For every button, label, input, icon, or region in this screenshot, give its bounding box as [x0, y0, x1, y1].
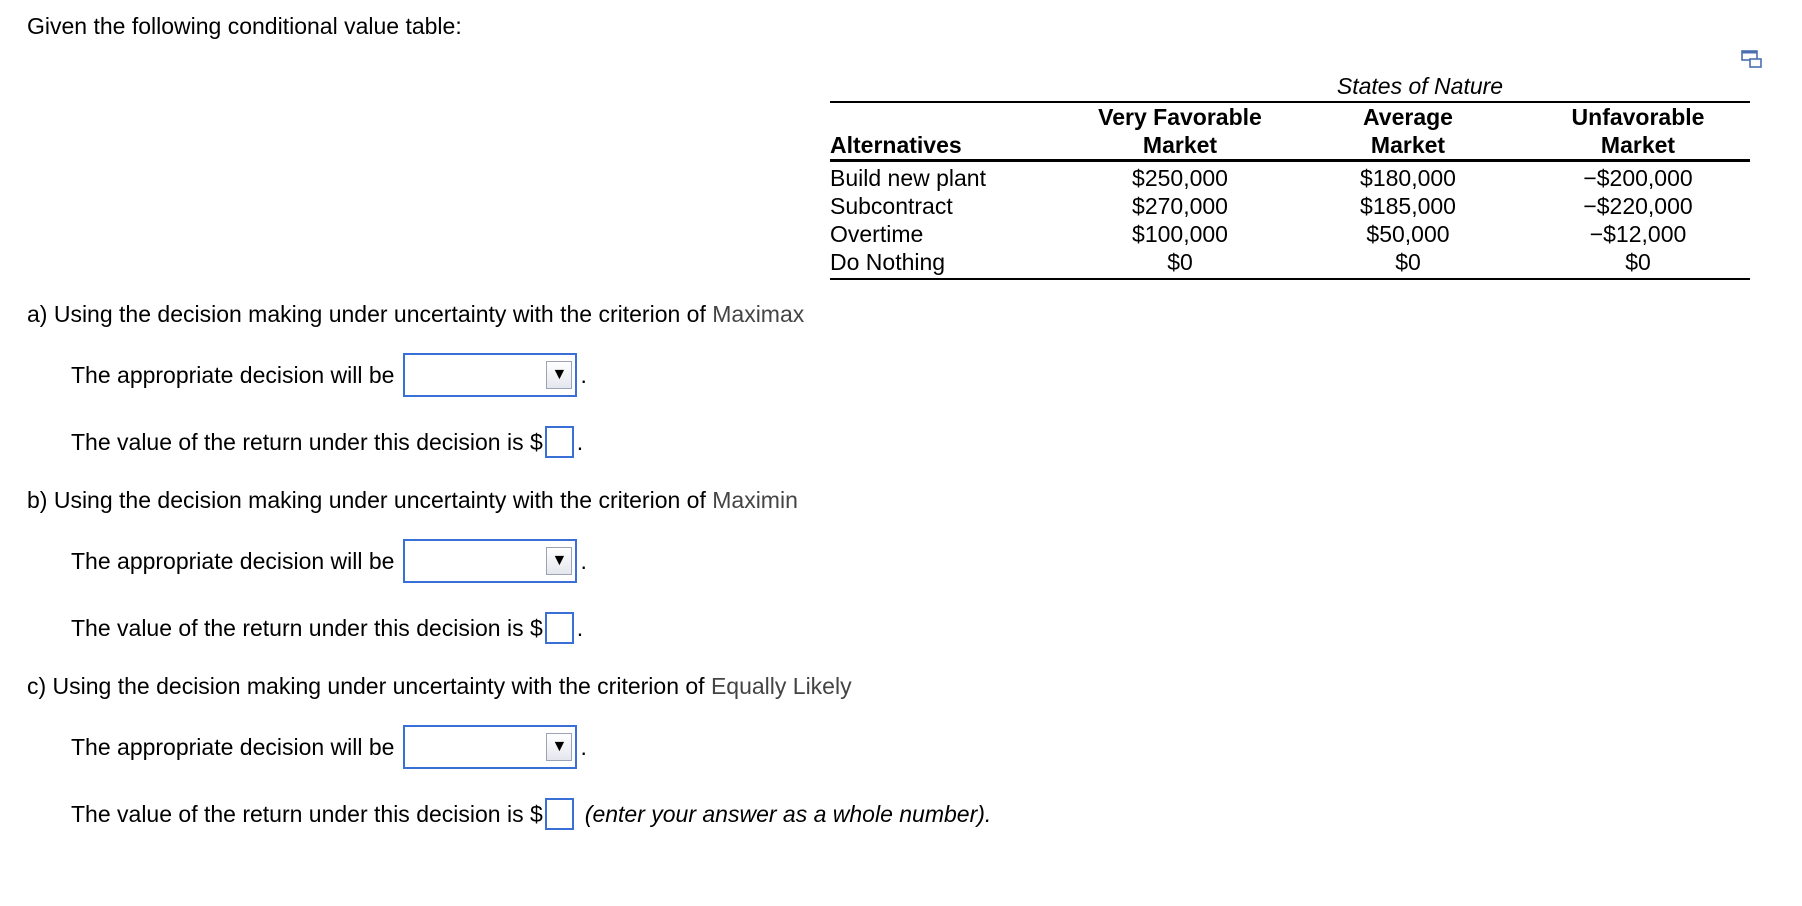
criterion-maximin: Maximin — [712, 487, 798, 513]
value-c-input[interactable] — [545, 798, 574, 830]
value-label: The value of the return under this decision is $ — [71, 800, 543, 827]
cell-very-favorable: $270,000 — [1132, 193, 1228, 219]
bottom-rule — [830, 278, 1750, 280]
decision-b-dropdown[interactable] — [403, 539, 577, 583]
dropdown-arrow-icon[interactable]: ▼ — [546, 361, 572, 389]
cell-average: $0 — [1395, 249, 1421, 275]
cell-average: $185,000 — [1360, 193, 1456, 219]
cell-unfavorable: $0 — [1625, 249, 1651, 275]
question-a-decision-line: The appropriate decision will be ▼ . — [71, 353, 587, 397]
value-label: The value of the return under this decision is $ — [71, 428, 543, 455]
decision-label: The appropriate decision will be — [71, 547, 395, 574]
dropdown-arrow-icon[interactable]: ▼ — [546, 733, 572, 761]
table-row — [830, 220, 1750, 248]
intro-text: Given the following conditional value table: — [27, 13, 462, 39]
cell-very-favorable: $100,000 — [1132, 221, 1228, 247]
decision-a-dropdown[interactable] — [403, 353, 577, 397]
question-c-prompt: c) Using the decision making under uncertainty with the criterion of Equally Likely — [27, 673, 852, 699]
value-a-input[interactable] — [545, 426, 574, 458]
table-row — [830, 164, 1750, 192]
header-average: Average Market — [1363, 104, 1453, 158]
table-row — [830, 248, 1750, 276]
cell-alternative: Subcontract — [830, 193, 953, 219]
question-c-value-line — [71, 798, 991, 830]
table-row — [830, 192, 1750, 220]
header-alternatives: Alternatives — [830, 132, 962, 158]
whole-number-hint: (enter your answer as a whole number). — [584, 800, 992, 827]
dropdown-arrow-icon[interactable]: ▼ — [546, 547, 572, 575]
states-of-nature-label: States of Nature — [1336, 73, 1504, 99]
cell-average: $50,000 — [1366, 221, 1450, 247]
cell-alternative: Build new plant — [830, 165, 986, 191]
cell-very-favorable: $0 — [1167, 249, 1193, 275]
criterion-equally-likely: Equally Likely — [710, 673, 852, 699]
value-label: The value of the return under this decision is $ — [71, 614, 543, 641]
cell-alternative: Overtime — [830, 221, 924, 247]
header-very-favorable: Very Favorable Market — [1098, 104, 1262, 158]
header-rule — [830, 159, 1750, 162]
question-a-prompt: a) Using the decision making under uncertainty with the criterion of Maximax — [27, 301, 805, 327]
question-b-value-line: The value of the return under this decision is $ . — [71, 612, 583, 644]
cell-very-favorable: $250,000 — [1132, 165, 1228, 191]
decision-c-dropdown[interactable] — [403, 725, 577, 769]
decision-label: The appropriate decision will be — [71, 361, 395, 388]
table-header — [830, 103, 1750, 159]
question-a-value-line: The value of the return under this decision is $ . — [71, 426, 583, 458]
header-unfavorable: Unfavorable Market — [1571, 104, 1705, 158]
cell-unfavorable: −$200,000 — [1583, 165, 1693, 191]
cell-unfavorable: −$220,000 — [1583, 193, 1693, 219]
value-b-input[interactable] — [545, 612, 574, 644]
criterion-maximax: Maximax — [712, 301, 805, 327]
cell-unfavorable: −$12,000 — [1589, 221, 1687, 247]
decision-label: The appropriate decision will be — [71, 733, 395, 760]
cell-alternative: Do Nothing — [830, 249, 946, 275]
question-b-decision-line: The appropriate decision will be ▼ . — [71, 539, 587, 583]
question-c-decision-line: The appropriate decision will be ▼ . — [71, 725, 587, 769]
table-body — [830, 164, 1750, 276]
cell-average: $180,000 — [1360, 165, 1456, 191]
question-b-prompt: b) Using the decision making under uncertainty with the criterion of Maximin — [27, 487, 798, 513]
copy-table-icon[interactable] — [1741, 49, 1763, 69]
